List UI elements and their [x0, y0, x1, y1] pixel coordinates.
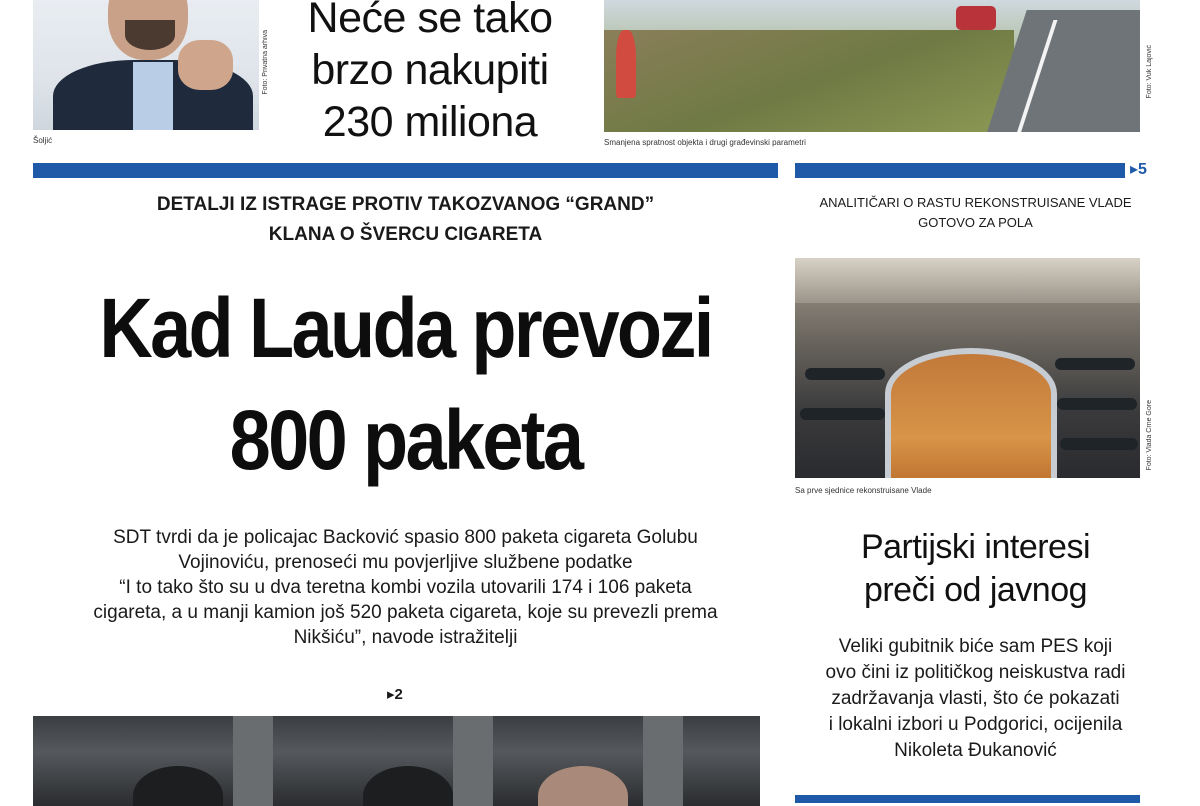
- main-photo: [33, 716, 760, 806]
- side-photo-credit: Foto: Vlada Crne Gore: [1146, 400, 1153, 471]
- side-photo-caption: Sa prve sjednice rekonstruisane Vlade: [795, 486, 932, 495]
- main-lead-line-2: Vojinoviću, prenoseći mu povjerljive službene podatke: [178, 552, 633, 573]
- main-kicker-line-2: KLANA O ŠVERCU CIGARETA: [268, 224, 543, 245]
- side-kicker-line-1: ANALITIČARI O RASTU REKONSTRUISANE VLADE: [819, 195, 1132, 210]
- side-text-line-2: ovo čini iz političkog neiskustva radi: [825, 662, 1126, 683]
- side-section-rule: [795, 163, 1125, 178]
- side-text: [793, 634, 1158, 764]
- main-kicker: [33, 190, 778, 250]
- side-headline-line-2: preči od javnog: [863, 571, 1088, 609]
- left-photo-credit: Foto: Privatna arhiva: [262, 30, 269, 95]
- side-page-reference[interactable]: ▸5: [1130, 161, 1147, 178]
- top-headline[interactable]: [280, 0, 580, 148]
- main-section-rule: [33, 163, 778, 178]
- side-headline-line-1: Partijski interesi: [860, 528, 1091, 566]
- right-photo-caption: Smanjena spratnost objekta i drugi građevinski parametri: [604, 138, 806, 147]
- left-photo-caption: Šoljić: [33, 136, 53, 145]
- road-photo: [604, 0, 1140, 132]
- main-headline[interactable]: [78, 272, 734, 496]
- person-photo: [33, 0, 259, 130]
- main-lead-line-3: “I to tako što su u dva teretna kombi vozila utovarili 174 i 106 paketa: [119, 577, 692, 598]
- main-kicker-line-1: DETALJI IZ ISTRAGE PROTIV TAKOZVANOG “GRAND”: [156, 194, 655, 215]
- main-headline-line-2: 800 paketa: [229, 393, 582, 487]
- side-text-line-3: zadržavanja vlasti, što će pokazati: [831, 688, 1120, 709]
- side-text-line-4: i lokalni izbori u Podgorici, ocijenila: [828, 714, 1123, 735]
- main-headline-line-1: Kad Lauda prevozi: [99, 281, 712, 375]
- main-lead-line-1: SDT tvrdi da je policajac Backović spasio 800 paketa cigareta Golubu: [113, 527, 698, 548]
- top-headline-line-3: 230 miliona: [322, 98, 538, 146]
- side-bottom-rule: [795, 795, 1140, 803]
- top-headline-line-1: Neće se tako: [307, 0, 553, 42]
- main-page-reference[interactable]: ▸2: [387, 686, 403, 703]
- side-kicker: [793, 193, 1158, 233]
- side-text-line-5: Nikoleta Đukanović: [894, 740, 1057, 761]
- main-lead: [33, 525, 778, 650]
- side-kicker-line-2: GOTOVO ZA POLA: [918, 215, 1033, 230]
- right-photo-credit: Foto: Vuk Lajović: [1146, 45, 1153, 99]
- main-lead-line-4: cigareta, a u manji kamion još 520 paketa cigareta, koje su prevezli prema: [93, 602, 718, 623]
- side-headline[interactable]: [793, 526, 1158, 612]
- government-session-photo: [795, 258, 1140, 478]
- side-text-line-1: Veliki gubitnik biće sam PES koji: [838, 636, 1113, 657]
- main-lead-line-5: Nikšiću”, navode istražitelji: [293, 627, 518, 648]
- top-headline-line-2: brzo nakupiti: [311, 46, 549, 94]
